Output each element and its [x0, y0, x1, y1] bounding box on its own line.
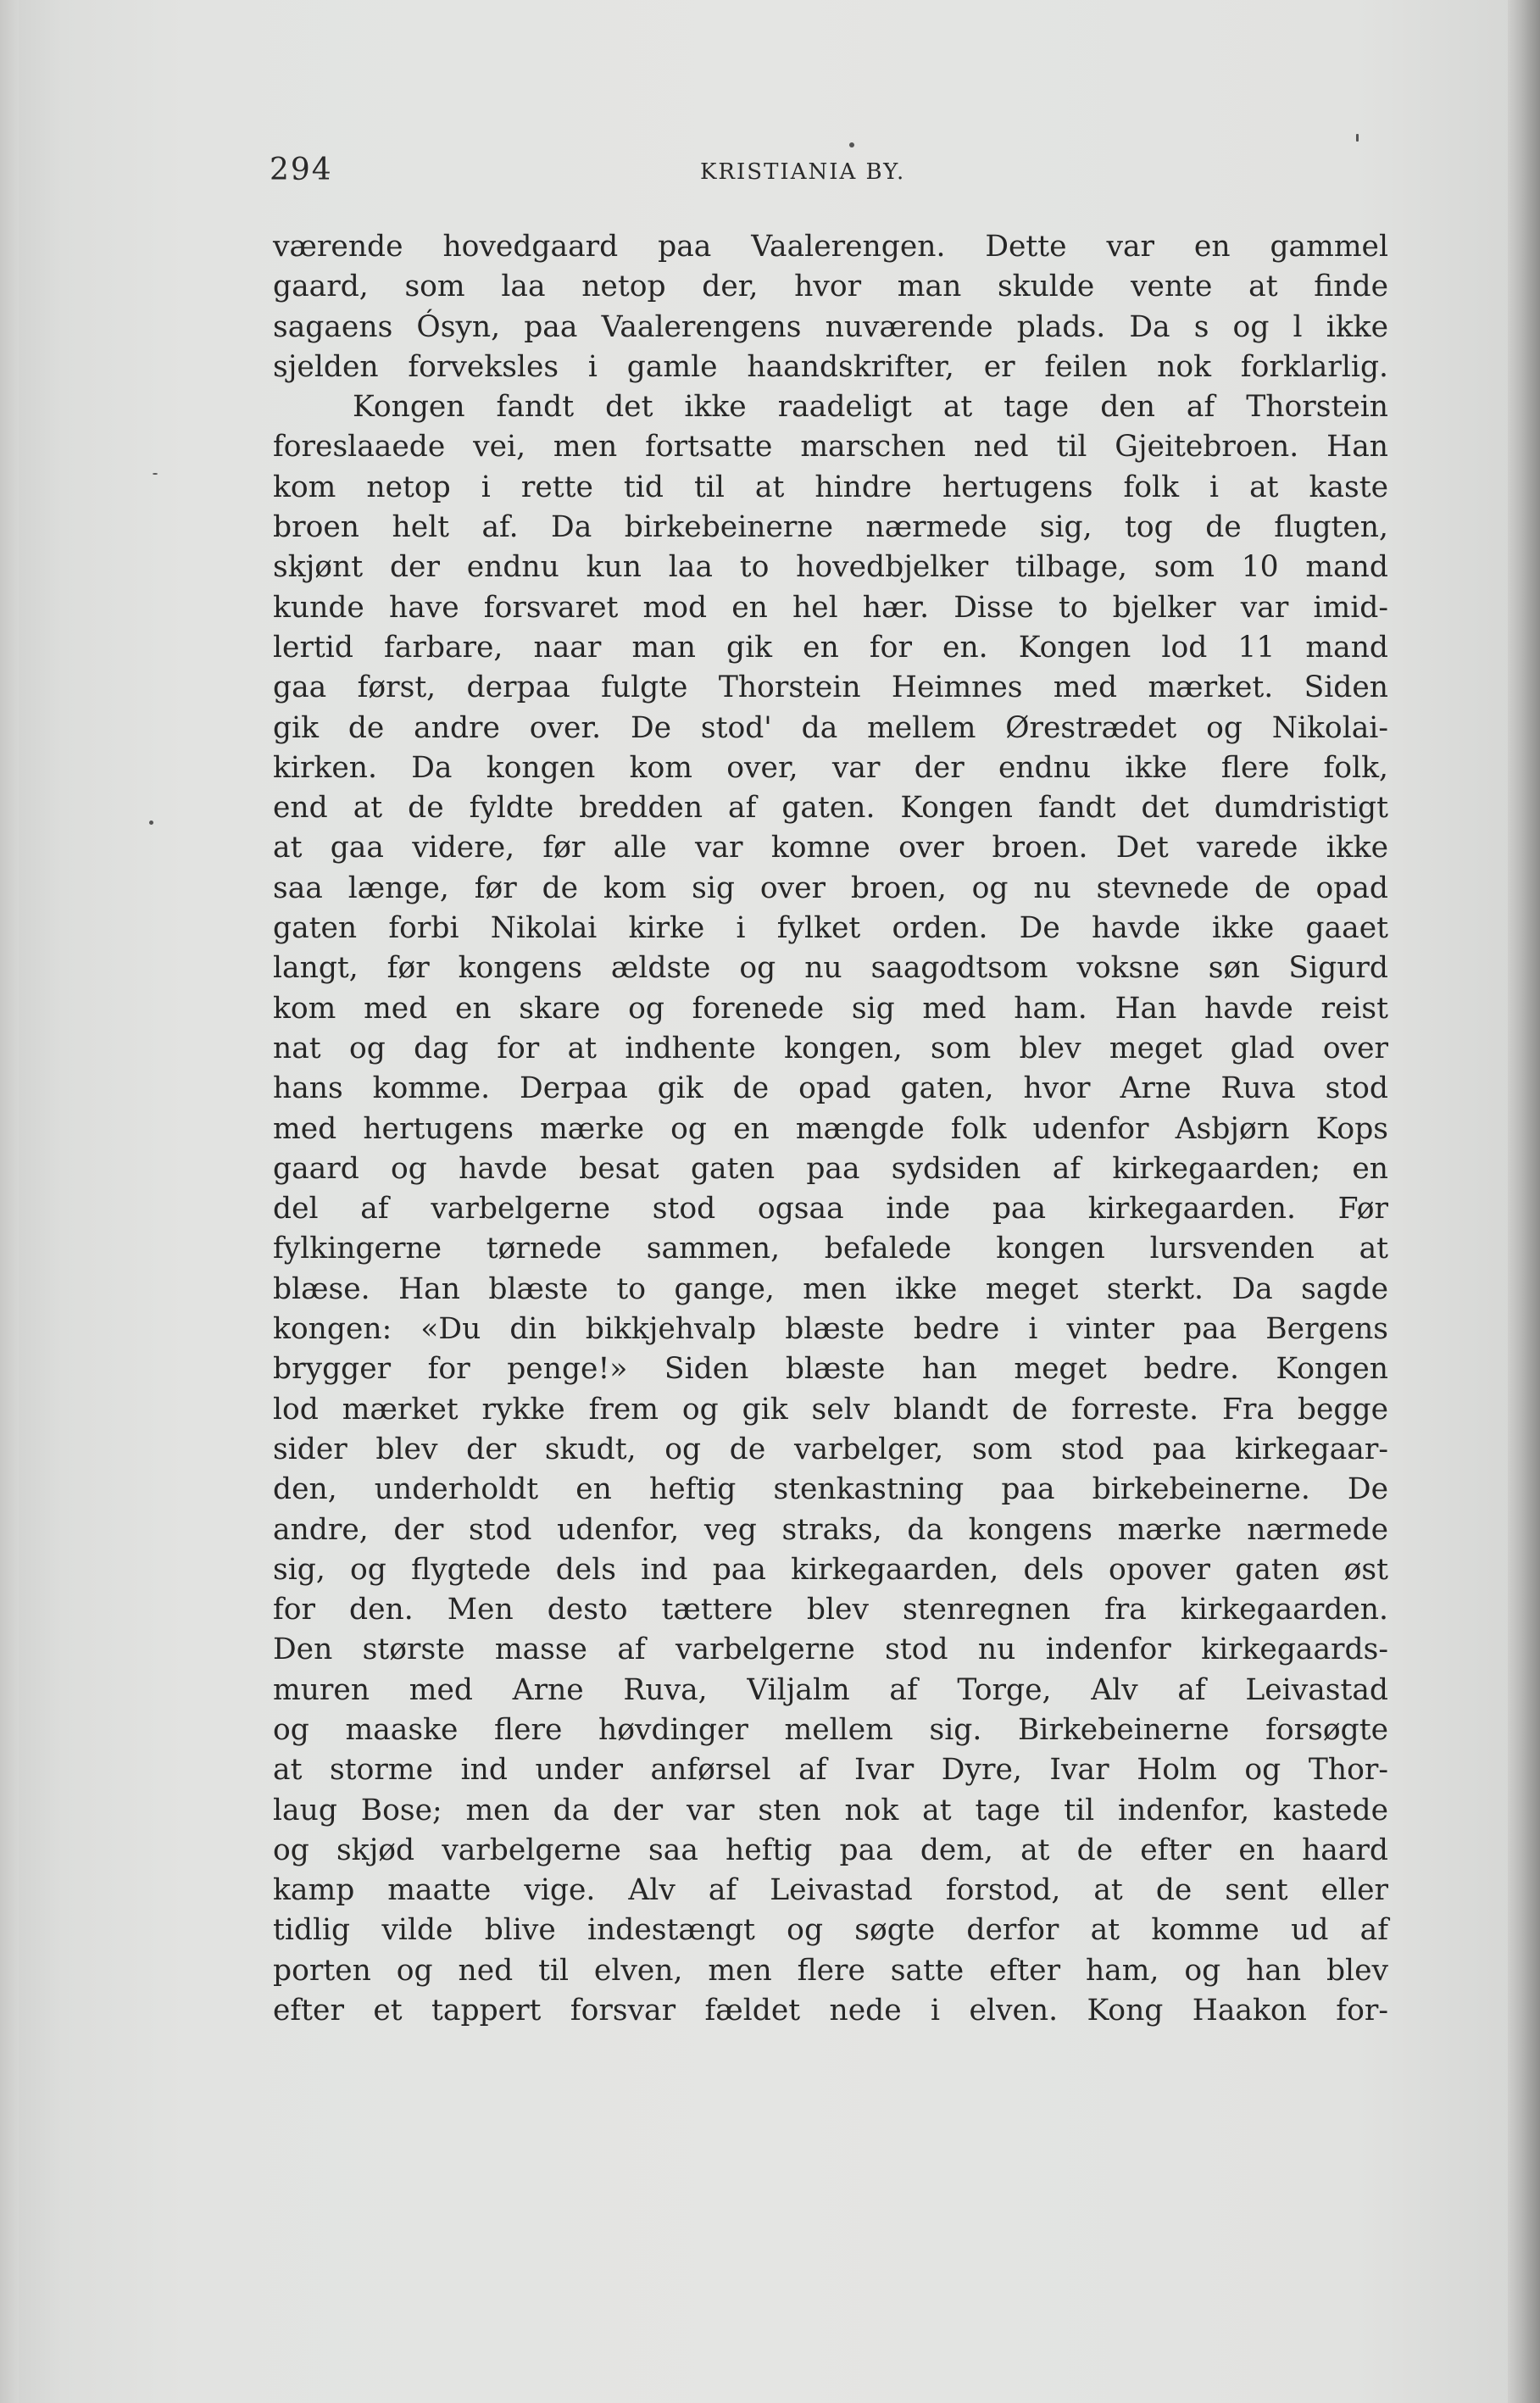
text-line: lod mærket rykke frem og gik selv blandt de forreste. Fra begge [273, 1392, 1388, 1427]
page-number: 294 [270, 153, 333, 187]
text-line: med hertugens mærke og en mængde folk udenfor Asbjørn Kops [273, 1111, 1388, 1146]
text-line: langt, før kongens ældste og nu saagodtsom voksne søn Sigurd [273, 951, 1388, 986]
text-line: Kongen fandt det ikke raadeligt at tage den af Thorstein [353, 390, 1388, 425]
text-line: kunde have forsvaret mod en hel hær. Disse to bjelker var imid- [273, 590, 1388, 625]
text-line: gaten forbi Nikolai kirke i fylket orden. De havde ikke gaaet [273, 911, 1388, 946]
text-line: fylkingerne tørnede sammen, befalede kongen lursvenden at [273, 1232, 1388, 1266]
text-line: saa længe, før de kom sig over broen, og nu stevnede de opad [273, 871, 1388, 905]
print-speck [149, 820, 153, 825]
page-header [270, 153, 1397, 203]
text-line: lertid farbare, naar man gik en for en. Kongen lod 11 mand [273, 630, 1388, 665]
text-line: kom med en skare og forenede sig med ham. Han havde reist [273, 991, 1388, 1026]
text-line: skjønt der endnu kun laa to hovedbjelker tilbage, som 10 mand [273, 550, 1388, 585]
text-line: porten og ned til elven, men flere satte efter ham, og han blev [273, 1953, 1388, 1988]
text-line: gik de andre over. De stod' da mellem Ørestrædet og Nikolai- [273, 710, 1388, 745]
text-line: broen helt af. Da birkebeinerne nærmede sig, tog de flugten, [273, 510, 1388, 545]
text-line: kongen: «Du din bikkjehvalp blæste bedre i vinter paa Bergens [273, 1312, 1388, 1347]
text-line: sig, og flygtede dels ind paa kirkegaarden, dels opover gaten øst [273, 1552, 1388, 1587]
text-line: del af varbelgerne stod ogsaa inde paa kirkegaarden. Før [273, 1192, 1388, 1227]
text-line: sagaens Ósyn, paa Vaalerengens nuværende plads. Da s og l ikke [273, 309, 1388, 344]
text-line: end at de fyldte bredden af gaten. Kongen fandt det dumdristigt [273, 791, 1388, 826]
text-line: at storme ind under anførsel af Ivar Dyre, Ivar Holm og Thor- [273, 1753, 1388, 1788]
print-speck [849, 142, 854, 147]
running-head: KRISTIANIA BY. [700, 159, 906, 185]
text-line: efter et tappert forsvar fældet nede i elven. Kong Haakon for- [273, 1994, 1388, 2028]
page-right-edge [1508, 0, 1540, 2403]
text-line: kom netop i rette tid til at hindre hertugens folk i at kaste [273, 470, 1388, 504]
text-line: laug Bose; men da der var sten nok at tage til indenfor, kastede [273, 1793, 1388, 1827]
text-line: for den. Men desto tættere blev stenregnen fra kirkegaarden. [273, 1593, 1388, 1627]
text-line: gaa først, derpaa fulgte Thorstein Heimnes med mærket. Siden [273, 670, 1388, 705]
text-line: kirken. Da kongen kom over, var der endnu ikke flere folk, [273, 750, 1388, 785]
text-line: foreslaaede vei, men fortsatte marschen ned til Gjeitebroen. Han [273, 430, 1388, 464]
text-line: blæse. Han blæste to gange, men ikke meget sterkt. Da sagde [273, 1271, 1388, 1306]
text-line: Den største masse af varbelgerne stod nu indenfor kirkegaards- [273, 1633, 1388, 1667]
text-line: muren med Arne Ruva, Viljalm af Torge, Alv af Leivastad [273, 1672, 1388, 1707]
text-line: værende hovedgaard paa Vaalerengen. Dette var en gammel [273, 230, 1388, 264]
print-speck [1356, 134, 1359, 142]
text-line: kamp maatte vige. Alv af Leivastad forstod, at de sent eller [273, 1873, 1388, 1908]
text-line: den, underholdt en heftig stenkastning paa birkebeinerne. De [273, 1472, 1388, 1507]
text-line: tidlig vilde blive indestængt og søgte derfor at komme ud af [273, 1913, 1388, 1948]
text-line: gaard, som laa netop der, hvor man skulde vente at finde [273, 270, 1388, 304]
text-line: andre, der stod udenfor, veg straks, da kongens mærke nærmede [273, 1512, 1388, 1547]
text-line: nat og dag for at indhente kongen, som blev meget glad over [273, 1031, 1388, 1065]
print-speck [153, 473, 158, 475]
text-line: hans komme. Derpaa gik de opad gaten, hvor Arne Ruva stod [273, 1071, 1388, 1106]
text-line: og maaske flere høvdinger mellem sig. Birkebeinerne forsøgte [273, 1712, 1388, 1747]
text-line: gaard og havde besat gaten paa sydsiden af kirkegaarden; en [273, 1151, 1388, 1186]
text-line: sider blev der skudt, og de varbelger, som stod paa kirkegaar- [273, 1432, 1388, 1466]
text-line: at gaa videre, før alle var komne over broen. Det varede ikke [273, 831, 1388, 865]
body-text [273, 227, 1388, 2031]
text-line: og skjød varbelgerne saa heftig paa dem, at de efter en haard [273, 1833, 1388, 1867]
text-line: sjelden forveksles i gamle haandskrifter, er feilen nok forklarlig. [273, 349, 1388, 384]
page-left-edge [0, 0, 19, 2403]
text-line: brygger for penge!» Siden blæste han meget bedre. Kongen [273, 1352, 1388, 1387]
